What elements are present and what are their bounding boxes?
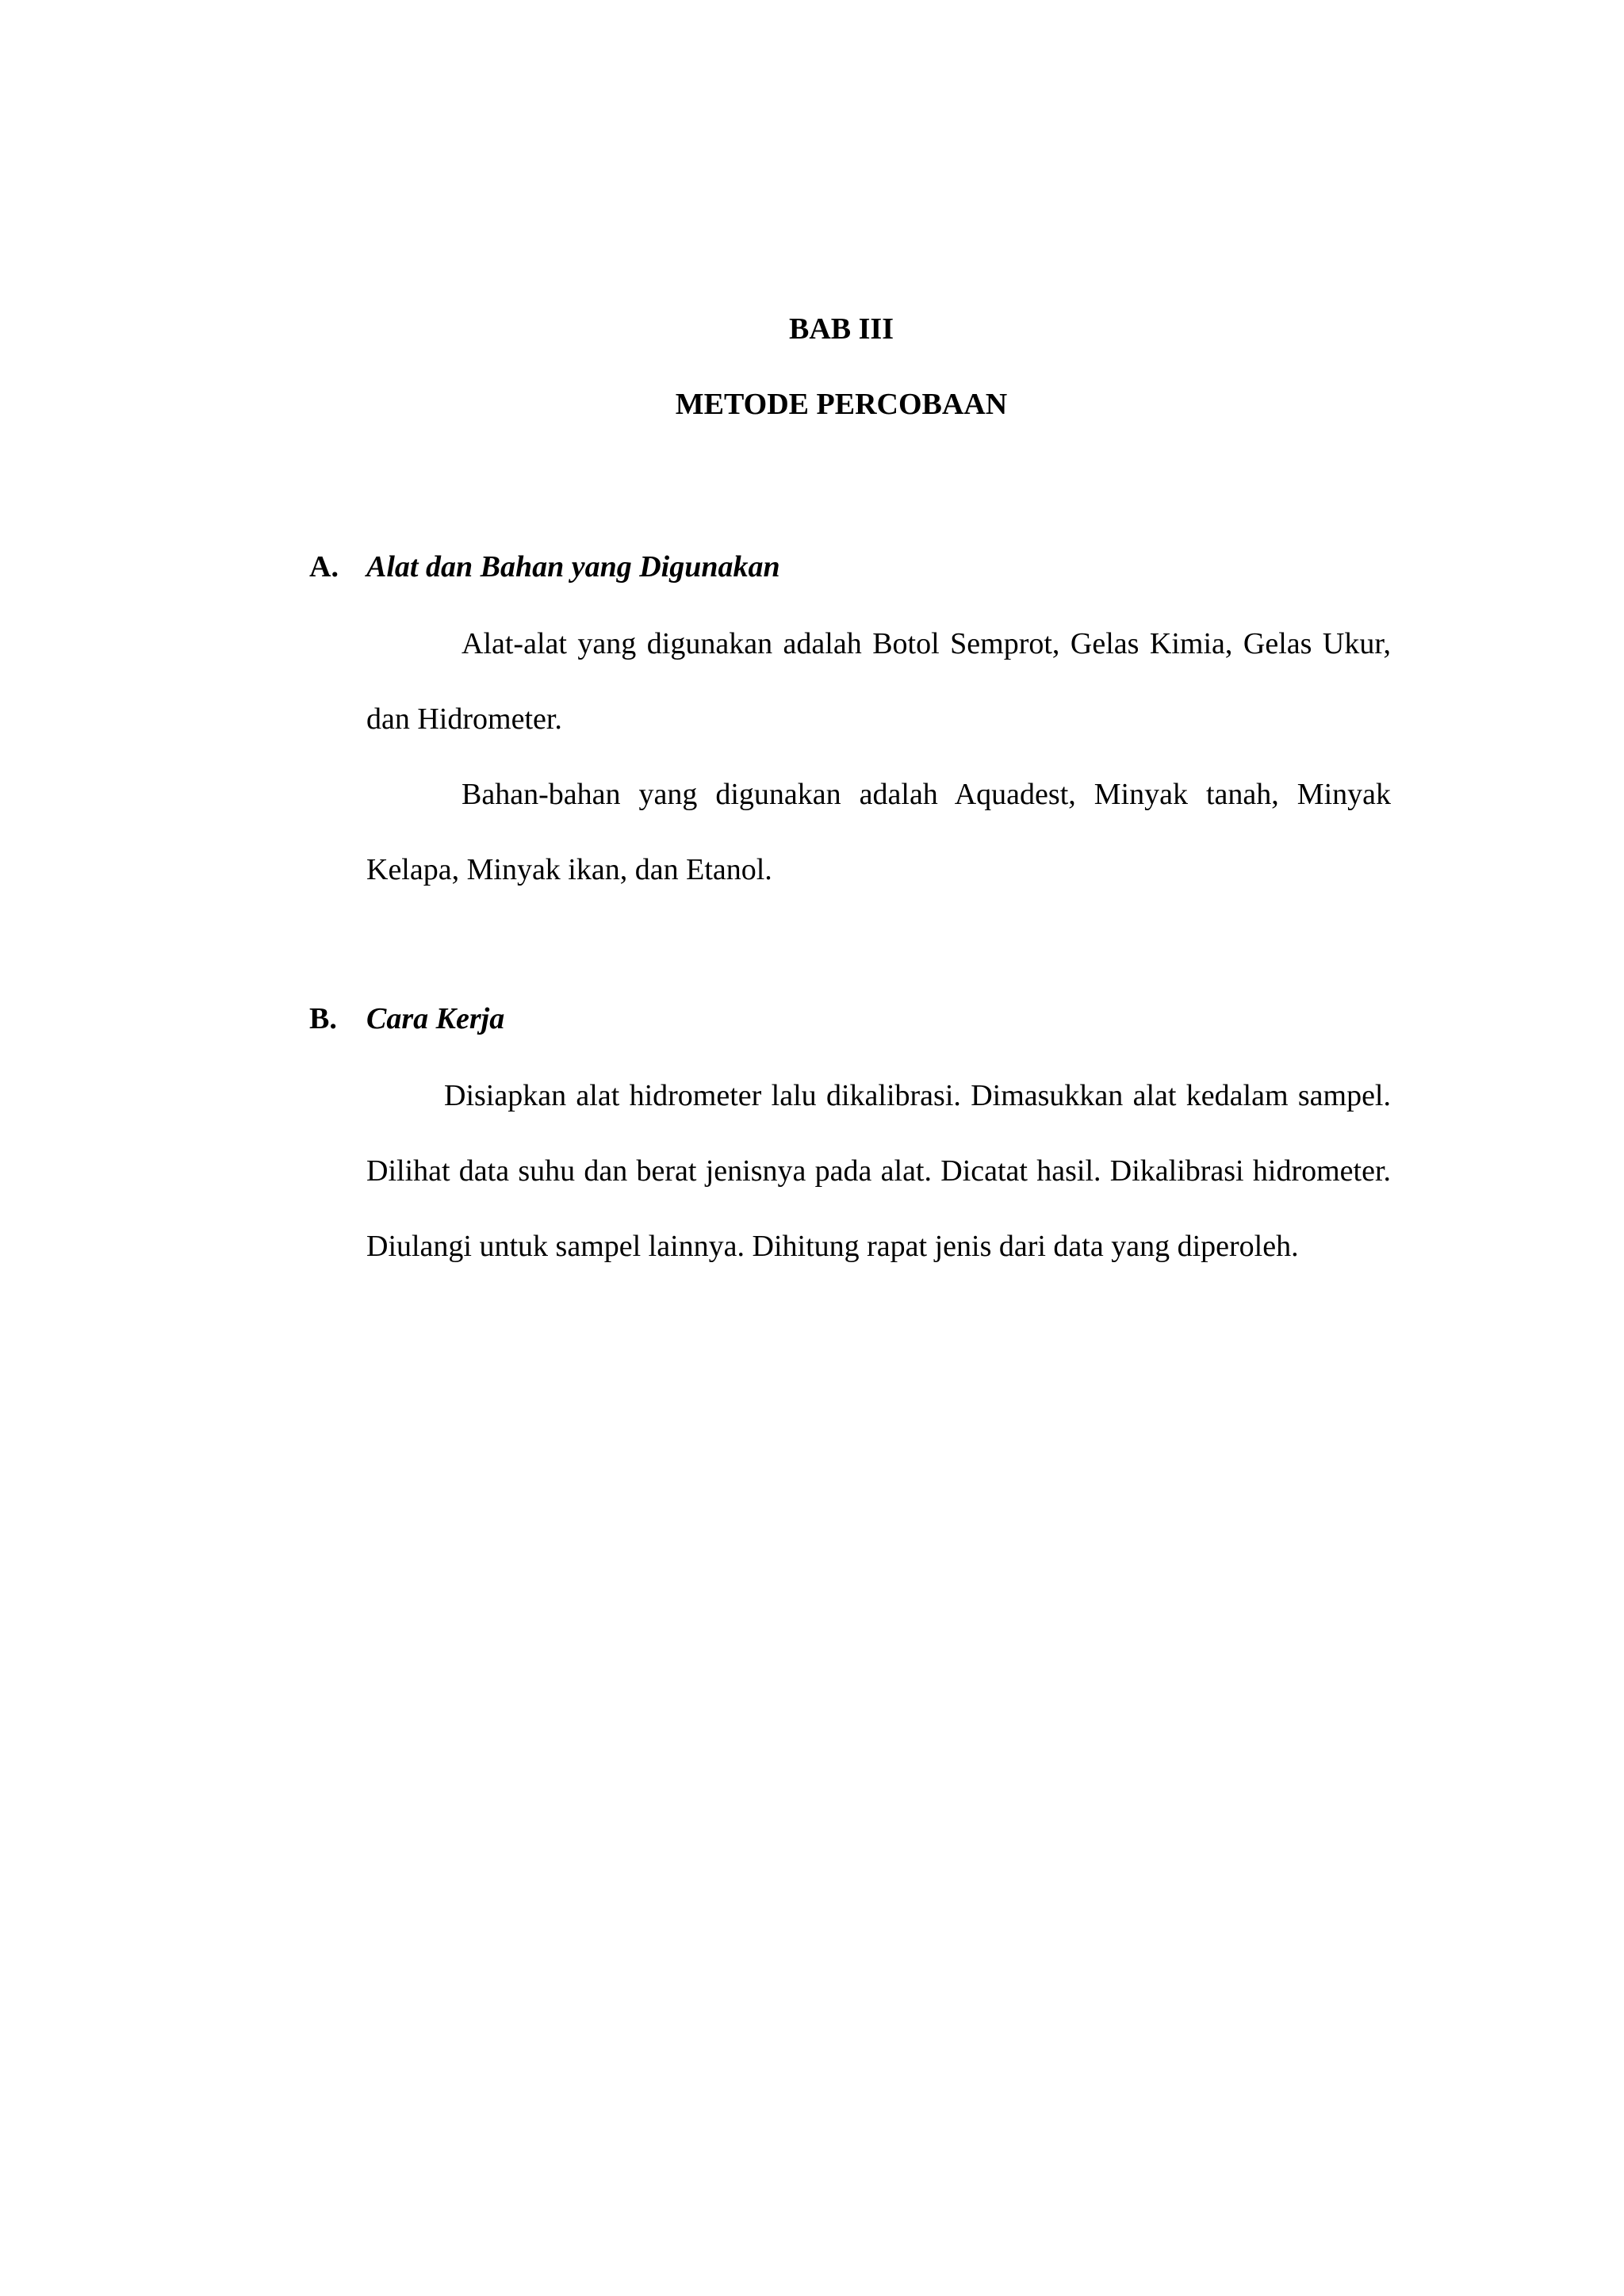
- section-b-paragraph-procedure: Disiapkan alat hidrometer lalu dikalibrasi. Dimasukkan alat kedalam sampel. Dilihat data suhu dan berat jenisnya pada alat. Dicatat hasil. Dikalibrasi hidrometer. Diulangi untuk sampel lainnya. Dihitung rapat jenis dari data yang diperoleh.: [366, 1079, 1391, 1263]
- section-a-paragraph-materials: Bahan-bahan yang digunakan adalah Aquadest, Minyak tanah, Minyak Kelapa, Minyak ikan, dan Etanol.: [366, 778, 1391, 886]
- chapter-title: METODE PERCOBAAN: [675, 388, 1008, 421]
- section-a-letter: A.: [309, 550, 339, 584]
- section-b-letter: B.: [309, 1002, 337, 1035]
- chapter-number: BAB III: [789, 312, 894, 346]
- section-a-paragraph-tools: Alat-alat yang digunakan adalah Botol Semprot, Gelas Kimia, Gelas Ukur, dan Hidrometer.: [366, 627, 1391, 736]
- section-a-title: Alat dan Bahan yang Digunakan: [366, 550, 780, 584]
- section-b-title: Cara Kerja: [366, 1002, 505, 1035]
